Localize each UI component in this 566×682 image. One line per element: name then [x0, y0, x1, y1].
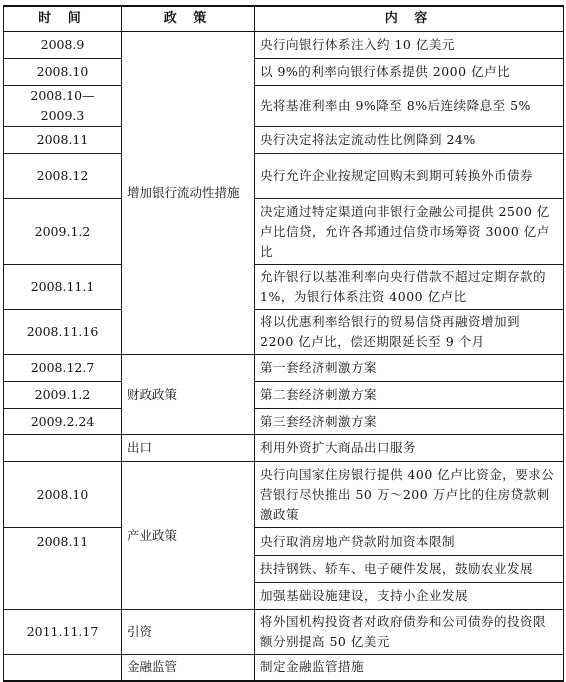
table-row	[4, 655, 564, 681]
time-cell: 2008.11	[4, 127, 122, 154]
time-cell: 2011.11.17	[4, 610, 122, 655]
content-cell: 以 9%的利率向银行体系提供 2000 亿卢比	[255, 59, 564, 86]
time-cell: 2008.11	[4, 528, 122, 610]
policy-cell-export: 出口	[122, 435, 255, 462]
content-cell: 扶持钢铁、轿车、电子硬件发展，鼓励农业发展	[255, 556, 564, 583]
content-cell: 利用外资扩大商品出口服务	[255, 435, 564, 462]
policy-cell-investment: 引资	[122, 610, 255, 655]
table-row	[4, 382, 564, 409]
time-cell: 2008.12	[4, 154, 122, 199]
policy-cell-liquidity: 增加银行流动性措施	[122, 32, 255, 355]
table-row	[4, 32, 564, 59]
policy-cell-fiscal: 财政政策	[122, 355, 255, 435]
table-row	[4, 59, 564, 86]
content-cell: 第三套经济刺激方案	[255, 409, 564, 435]
header-policy: 政 策	[122, 6, 255, 32]
header-time: 时 间	[4, 6, 122, 32]
content-cell: 先将基准利率由 9%降至 8%后连续降息至 5%	[255, 86, 564, 127]
policy-table	[3, 5, 564, 682]
content-cell: 央行允许企业按规定回购未到期可转换外币债券	[255, 154, 564, 199]
time-cell: 2008.11.1	[4, 265, 122, 310]
table-row	[4, 127, 564, 154]
content-cell: 加强基础设施建设，支持小企业发展	[255, 583, 564, 610]
time-cell: 2008.12.7	[4, 355, 122, 382]
policy-cell-supervision: 金融监管	[122, 655, 255, 681]
header-content: 内 容	[255, 6, 564, 32]
content-cell: 第一套经济刺激方案	[255, 355, 564, 382]
content-cell: 允许银行以基准利率向央行借款不超过定期存款的 1%，为银行体系注资 4000 亿卢比	[255, 265, 564, 310]
table-row	[4, 265, 564, 310]
time-cell: 2009.1.2	[4, 382, 122, 409]
content-cell: 第二套经济刺激方案	[255, 382, 564, 409]
content-cell: 央行取消房地产贷款附加资本限制	[255, 528, 564, 556]
content-cell: 央行向银行体系注入约 10 亿美元	[255, 32, 564, 59]
table-row	[4, 610, 564, 655]
time-cell: 2008.9	[4, 32, 122, 59]
table-row	[4, 435, 564, 462]
table-row	[4, 528, 564, 556]
table-row	[4, 462, 564, 528]
time-cell: 2009.2.24	[4, 409, 122, 435]
time-cell: 2009.1.2	[4, 199, 122, 265]
table-row	[4, 355, 564, 382]
time-cell: 2008.11.16	[4, 310, 122, 355]
content-cell: 制定金融监管措施	[255, 655, 564, 681]
table-row	[4, 409, 564, 435]
content-cell: 将外国机构投资者对政府债券和公司债券的投资限额分别提高 50 亿美元	[255, 610, 564, 655]
table-row	[4, 154, 564, 199]
content-cell: 央行向国家住房银行提供 400 亿卢比资金，要求公营银行尽快推出 50 万～200 万卢比的住房贷款刺激政策	[255, 462, 564, 528]
policy-cell-industry: 产业政策	[122, 462, 255, 610]
table-header-row	[4, 6, 564, 32]
table-row	[4, 86, 564, 127]
time-cell: 2008.10—2009.3	[4, 86, 122, 127]
content-cell: 将以优惠利率给银行的贸易信贷再融资增加到 2200 亿卢比，偿还期限延长至 9 个月	[255, 310, 564, 355]
content-cell: 央行决定将法定流动性比例降到 24%	[255, 127, 564, 154]
time-cell	[4, 655, 122, 681]
time-cell: 2008.10	[4, 59, 122, 86]
table-row	[4, 199, 564, 265]
time-cell: 2008.10	[4, 462, 122, 528]
table-row	[4, 310, 564, 355]
content-cell: 决定通过特定渠道向非银行金融公司提供 2500 亿卢比信贷，允许各邦通过信贷市场筹资 3000 亿卢比	[255, 199, 564, 265]
time-cell	[4, 435, 122, 462]
